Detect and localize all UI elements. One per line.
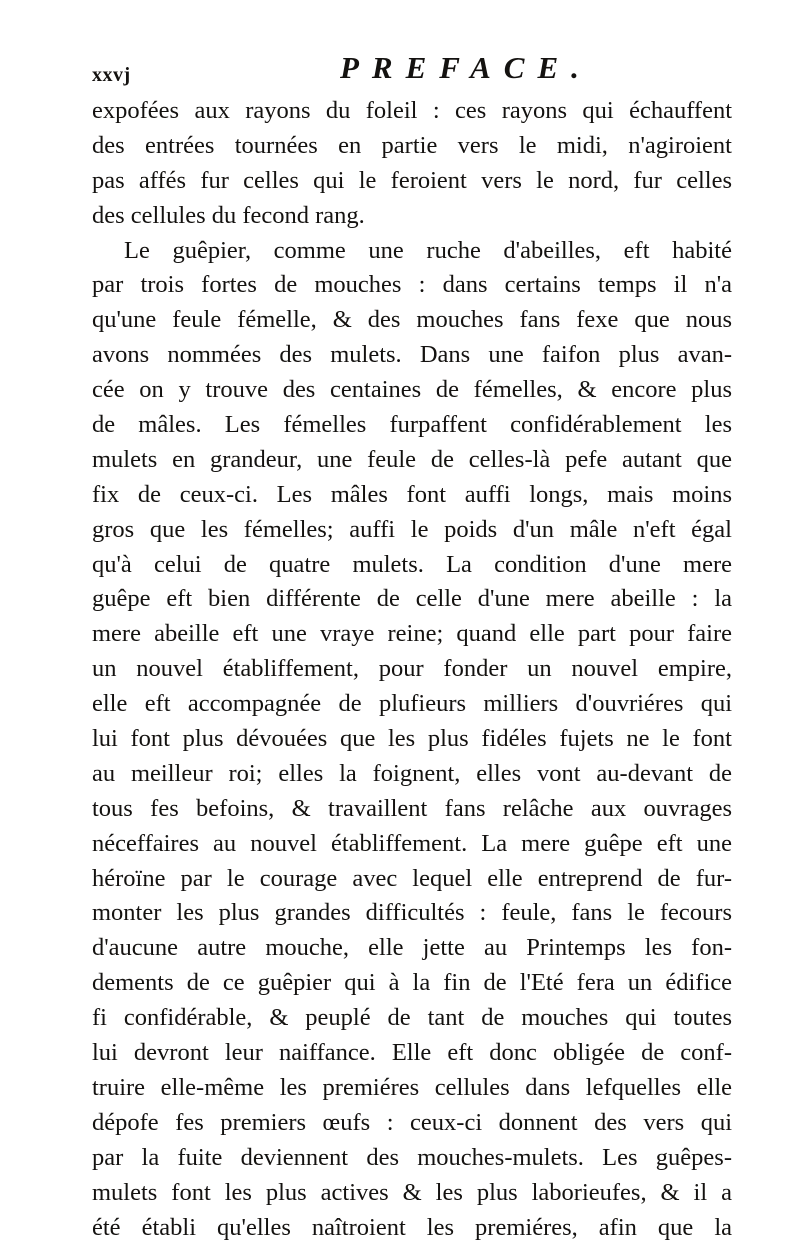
body-text bbox=[92, 94, 732, 1245]
text-line: pas affés fur celles qui le feroient vers le nord, fur celles bbox=[92, 164, 732, 199]
text-line: de mâles. Les fémelles furpaffent confidérablement les bbox=[92, 408, 732, 443]
text-line: lui font plus dévouées que les plus fidéles fujets ne le font bbox=[92, 722, 732, 757]
text-line: expofées aux rayons du foleil : ces rayons qui échauffent bbox=[92, 94, 732, 129]
text-line: gros que les fémelles; auffi le poids d'un mâle n'eft égal bbox=[92, 513, 732, 548]
text-line: par trois fortes de mouches : dans certains temps il n'a bbox=[92, 268, 732, 303]
text-line: guêpe eft bien différente de celle d'une mere abeille : la bbox=[92, 582, 732, 617]
text-line: néceffaires au nouvel établiffement. La mere guêpe eft une bbox=[92, 827, 732, 862]
text-line: héroïne par le courage avec lequel elle entreprend de fur- bbox=[92, 862, 732, 897]
text-line: elle eft accompagnée de plufieurs milliers d'ouvriéres qui bbox=[92, 687, 732, 722]
text-line: tous fes befoins, & travaillent fans relâche aux ouvrages bbox=[92, 792, 732, 827]
text-line: dements de ce guêpier qui à la fin de l'Eté fera un édifice bbox=[92, 966, 732, 1001]
text-line: fix de ceux-ci. Les mâles font auffi longs, mais moins bbox=[92, 478, 732, 513]
text-line: mulets font les plus actives & les plus laborieufes, & il a bbox=[92, 1176, 732, 1211]
text-line: fi confidérable, & peuplé de tant de mouches qui toutes bbox=[92, 1001, 732, 1036]
text-line: mere abeille eft une vraye reine; quand elle part pour faire bbox=[92, 617, 732, 652]
text-line: un nouvel établiffement, pour fonder un nouvel empire, bbox=[92, 652, 732, 687]
text-line: qu'à celui de quatre mulets. La condition d'une mere bbox=[92, 548, 732, 583]
text-line: cée on y trouve des centaines de fémelles, & encore plus bbox=[92, 373, 732, 408]
text-line: par la fuite deviennent des mouches-mulets. Les guêpes- bbox=[92, 1141, 732, 1176]
page-header bbox=[92, 50, 732, 90]
text-line: monter les plus grandes difficultés : feule, fans le fecours bbox=[92, 896, 732, 931]
text-line: qu'une feule fémelle, & des mouches fans fexe que nous bbox=[92, 303, 732, 338]
text-line: truire elle-même les premiéres cellules dans lefquelles elle bbox=[92, 1071, 732, 1106]
text-line: Le guêpier, comme une ruche d'abeilles, eft habité bbox=[92, 234, 732, 269]
text-line: été établi qu'elles naîtroient les premiéres, afin que la bbox=[92, 1211, 732, 1245]
text-line: mulets en grandeur, une feule de celles-là pefe autant que bbox=[92, 443, 732, 478]
text-line: des cellules du fecond rang. bbox=[92, 199, 732, 234]
text-line: dépofe fes premiers œufs : ceux-ci donnent des vers qui bbox=[92, 1106, 732, 1141]
page-number: xxvj bbox=[92, 64, 131, 87]
text-line: lui devront leur naiffance. Elle eft donc obligée de conf- bbox=[92, 1036, 732, 1071]
text-line: d'aucune autre mouche, elle jette au Printemps les fon- bbox=[92, 931, 732, 966]
text-line: au meilleur roi; elles la foignent, elles vont au-devant de bbox=[92, 757, 732, 792]
running-title: PREFACE. bbox=[340, 50, 592, 86]
text-line: des entrées tournées en partie vers le midi, n'agiroient bbox=[92, 129, 732, 164]
text-line: avons nommées des mulets. Dans une faifon plus avan- bbox=[92, 338, 732, 373]
